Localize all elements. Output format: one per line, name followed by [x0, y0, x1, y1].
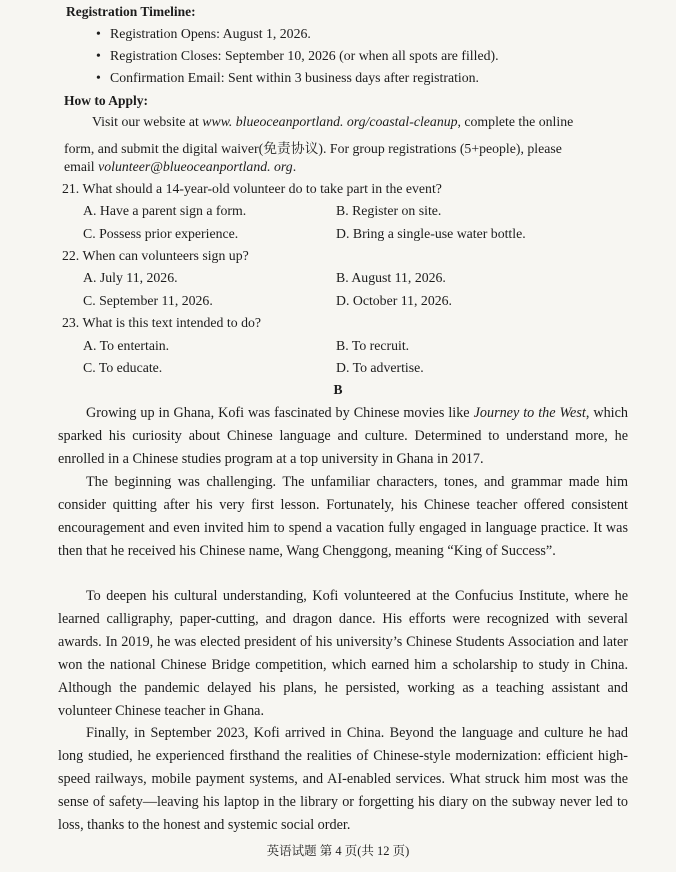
apply-line-1: Visit our website at www. blueoceanportland. org/coastal-cleanup, complete the online — [92, 114, 574, 129]
option-22-d: D. October 11, 2026. — [336, 293, 452, 308]
option-23-b: B. To recruit. — [336, 338, 410, 353]
paragraph-3: To deepen his cultural understanding, Kofi volunteered at the Confucius Institute, where he learned calligraphy, paper-cutting, and dragon dance. His efforts were recognized with several awards. In 2019, he was elected president of his university’s Chinese Students Association and later won the national Chinese Bridge competition, which earned him a scholarship to study in China. Although the pandemic delayed his plans, he persisted, working as a teaching assistant and volunteer Chinese teacher in Ghana. — [58, 588, 628, 719]
option-23-a: A. To entertain. — [83, 338, 170, 353]
option-22-c: C. September 11, 2026. — [83, 293, 213, 308]
paragraph-4: Finally, in September 2023, Kofi arrived in China. Beyond the language and culture he had long studied, he experienced firsthand the realities of Chinese-style modernization: efficient high-speed railways, mobile payment systems, and AI-enabled services. What struck him most was the sense of safety—leaving his laptop in the library or forgetting his diary on the subway never led to loss, thanks to the honest and systemic social order. — [58, 725, 628, 833]
section-label: B — [333, 382, 343, 397]
timeline-item: • Registration Opens: August 1, 2026. — [96, 26, 311, 41]
option-23-d: D. To advertise. — [336, 360, 424, 375]
website-url: www. blueoceanportland. org/coastal-cleanup — [202, 114, 458, 129]
page-footer: 英语试题 第 4 页(共 12 页) — [266, 844, 410, 858]
option-23-c: C. To educate. — [83, 360, 163, 375]
email-address: volunteer@blueoceanportland. org — [98, 159, 293, 174]
option-21-c: C. Possess prior experience. — [83, 226, 239, 241]
question-23: 23. What is this text intended to do? — [62, 315, 262, 330]
paragraph-1: Growing up in Ghana, Kofi was fascinated by Chinese movies like Journey to the West, which sparked his curiosity about Chinese language and culture. Determined to understand more, he enrolled in a Chinese studies program at a top university in Ghana in 2017. — [58, 405, 628, 467]
apply-heading: How to Apply: — [64, 93, 149, 108]
option-21-b: B. Register on site. — [336, 203, 442, 218]
apply-line-3: email volunteer@blueoceanportland. org. — [64, 159, 297, 174]
option-21-d: D. Bring a single-use water bottle. — [336, 226, 526, 241]
question-22: 22. When can volunteers sign up? — [62, 248, 249, 263]
paragraph-2: The beginning was challenging. The unfamiliar characters, tones, and grammar made him consider quitting after his very first lesson. Fortunately, his Chinese teacher offered consistent encouragement and even invited him to spend a vacation fully engaged in language practice. It was then that he received his Chinese name, Wang Chenggong, meaning “King of Success”. — [58, 474, 628, 559]
option-22-b: B. August 11, 2026. — [336, 270, 446, 285]
apply-line-2: form, and submit the digital waiver(免责协议). For group registrations (5+people), please — [64, 141, 562, 156]
timeline-item: • Registration Closes: September 10, 2026 (or when all spots are filled). — [96, 48, 499, 63]
timeline-heading: Registration Timeline: — [66, 4, 196, 19]
question-21: 21. What should a 14-year-old volunteer do to take part in the event? — [62, 181, 442, 196]
movie-title: Journey to the West — [473, 405, 586, 421]
option-21-a: A. Have a parent sign a form. — [83, 203, 247, 218]
option-22-a: A. July 11, 2026. — [83, 270, 178, 285]
timeline-item: • Confirmation Email: Sent within 3 business days after registration. — [96, 70, 480, 85]
